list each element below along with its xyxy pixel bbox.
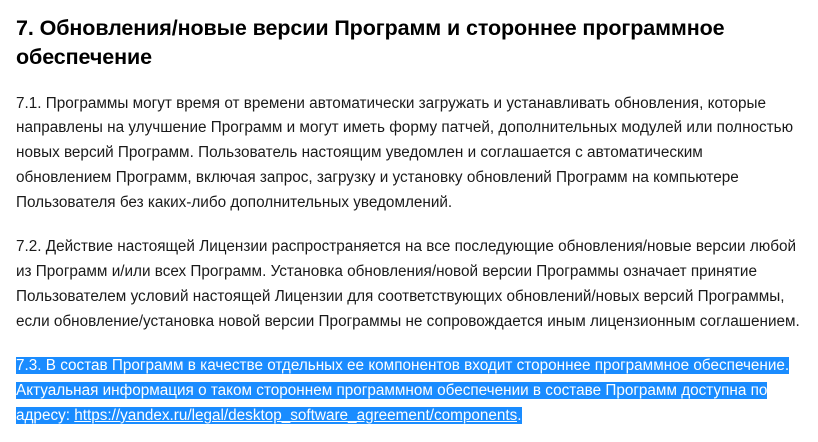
page-title: 7. Обновления/новые версии Программ и стороннее программное обеспечение bbox=[16, 16, 725, 69]
paragraph-7-3 bbox=[16, 354, 802, 428]
paragraph-7-2: 7.2. Действие настоящей Лицензии распространяется на все последующие обновления/новые версии любой из Программ и/или всех Программ. Установка обновления/новой версии Программы означает принятие Пользователем условий настоящей Лицензии для соответствующих обновлений/новых версий Программы, если обновление/установка новой версии Программы не сопровождается иным лицензионным соглашением. bbox=[16, 238, 800, 330]
selected-text: 7.3. В состав Программ в качестве отдельных ее компонентов входит стороннее программное обеспечение. Актуальная информация о таком стороннем программном обеспечении в составе Программ доступна по адресу: bbox=[16, 357, 790, 425]
selected-text-tail: . bbox=[517, 407, 522, 425]
components-link[interactable]: https://yandex.ru/legal/desktop_software_agreement/components bbox=[74, 407, 518, 425]
paragraph-7-1: 7.1. Программы могут время от времени автоматически загружать и устанавливать обновления, которые направлены на улучшение Программ и могут иметь форму патчей, дополнительных модулей или полностью новых версий Программ. Пользователь настоящим уведомлен и соглашается с автоматическим обновлением Программ, включая запрос, загрузку и установку обновлений Программ на компьютере Пользователя без каких-либо дополнительных уведомлений. bbox=[16, 94, 794, 211]
